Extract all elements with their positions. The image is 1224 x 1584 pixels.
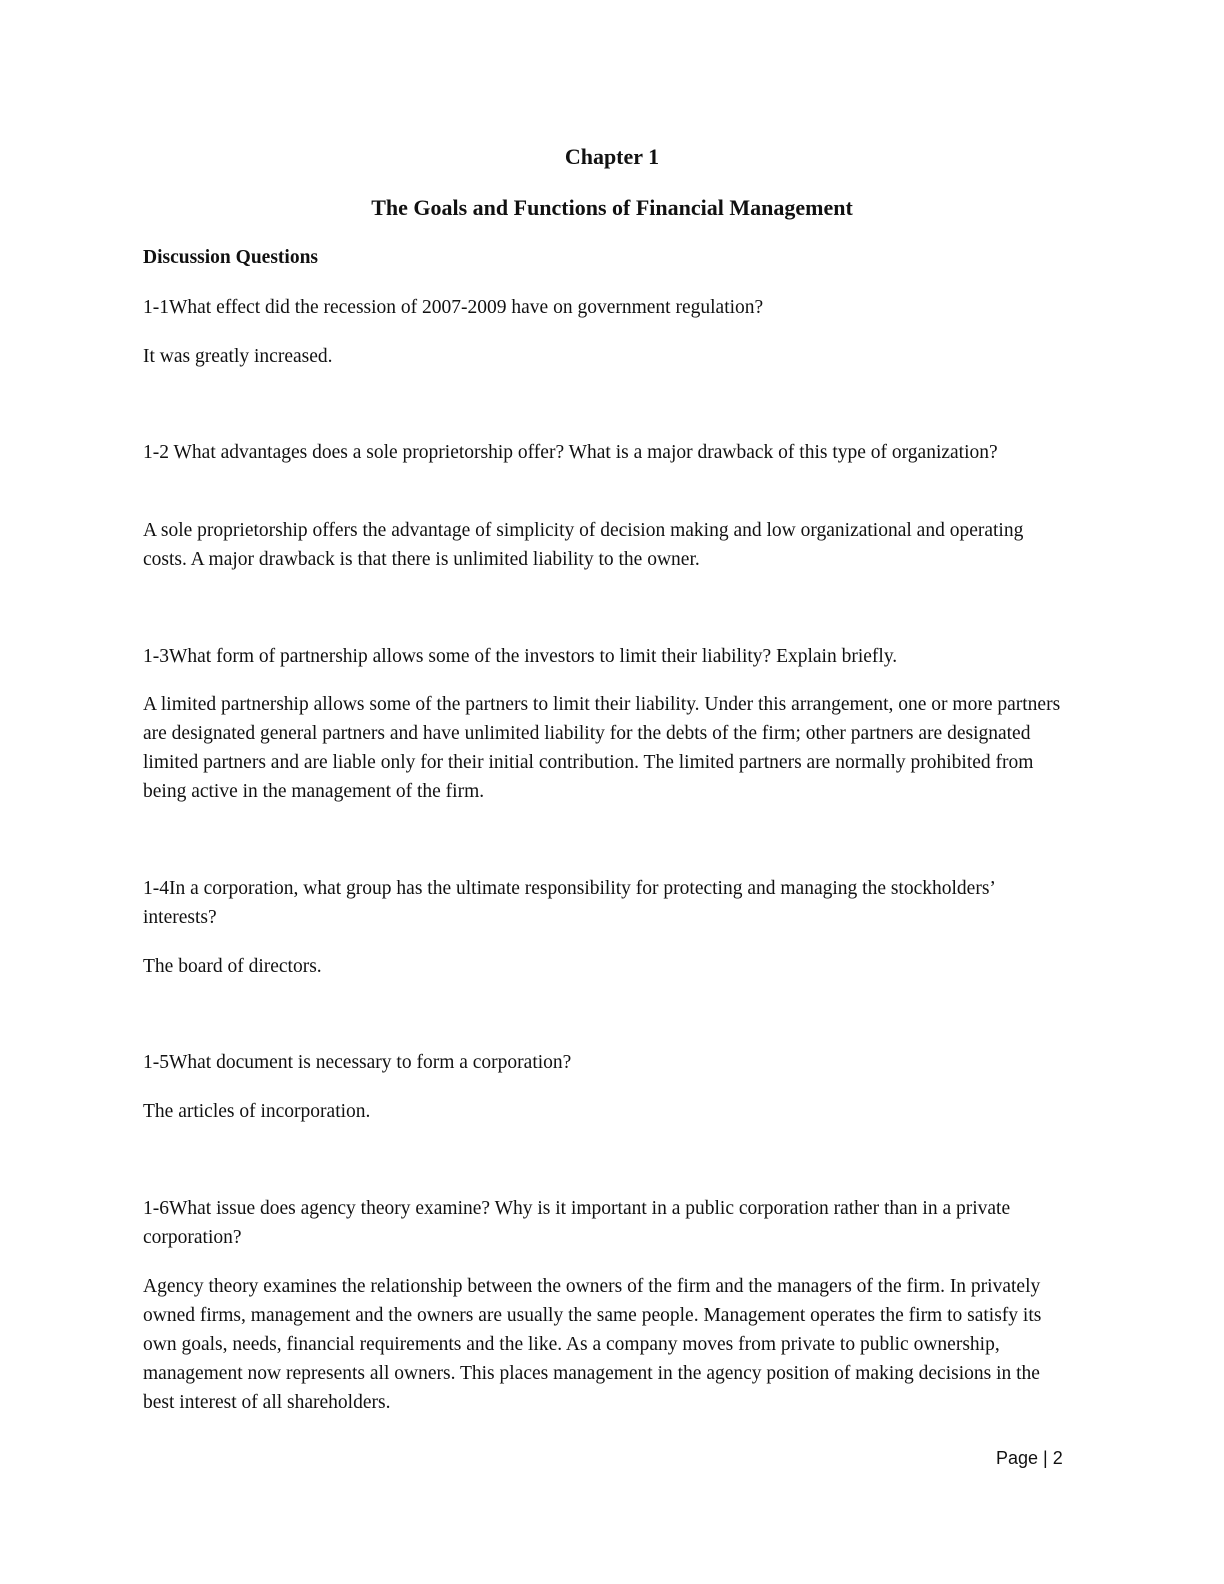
question-5: 1-5What document is necessary to form a corporation? <box>143 1052 572 1073</box>
answer-4: The board of directors. <box>143 956 322 977</box>
question-6: 1-6What issue does agency theory examine? Why is it important in a public corporation rather than in a private corporation? <box>143 1198 1011 1248</box>
chapter-heading: Chapter 1 <box>564 144 660 169</box>
page-number: Page | 2 <box>996 1448 1063 1468</box>
answer-5: The articles of incorporation. <box>143 1101 371 1122</box>
chapter-title: The Goals and Functions of Financial Management <box>371 195 853 220</box>
question-3: 1-3What form of partnership allows some of the investors to limit their liability? Explain briefly. <box>143 646 898 667</box>
question-2: 1-2 What advantages does a sole proprietorship offer? What is a major drawback of this type of organization? <box>143 442 998 463</box>
answer-3: A limited partnership allows some of the partners to limit their liability. Under this arrangement, one or more partners are designated general partners and have unlimited liability for the debts of the firm; other partners are designated limited partners and are liable only for their initial contribution. The limited partners are normally prohibited from being active in the management of the firm. <box>143 694 1061 802</box>
answer-2: A sole proprietorship offers the advantage of simplicity of decision making and low organizational and operating costs. A major drawback is that there is unlimited liability to the owner. <box>143 520 1024 570</box>
section-heading: Discussion Questions <box>143 247 319 268</box>
question-1: 1-1What effect did the recession of 2007-2009 have on government regulation? <box>143 297 764 318</box>
answer-6: Agency theory examines the relationship between the owners of the firm and the managers of the firm. In privately owned firms, management and the owners are usually the same people. Management operates the firm to satisfy its own goals, needs, financial requirements and the like. As a company moves from private to public ownership, management now represents all owners. This places management in the agency position of making decisions in the best interest of all shareholders. <box>143 1276 1042 1413</box>
answer-1: It was greatly increased. <box>143 346 333 367</box>
question-4: 1-4In a corporation, what group has the ultimate responsibility for protecting and managing the stockholders’ interests? <box>143 878 995 928</box>
